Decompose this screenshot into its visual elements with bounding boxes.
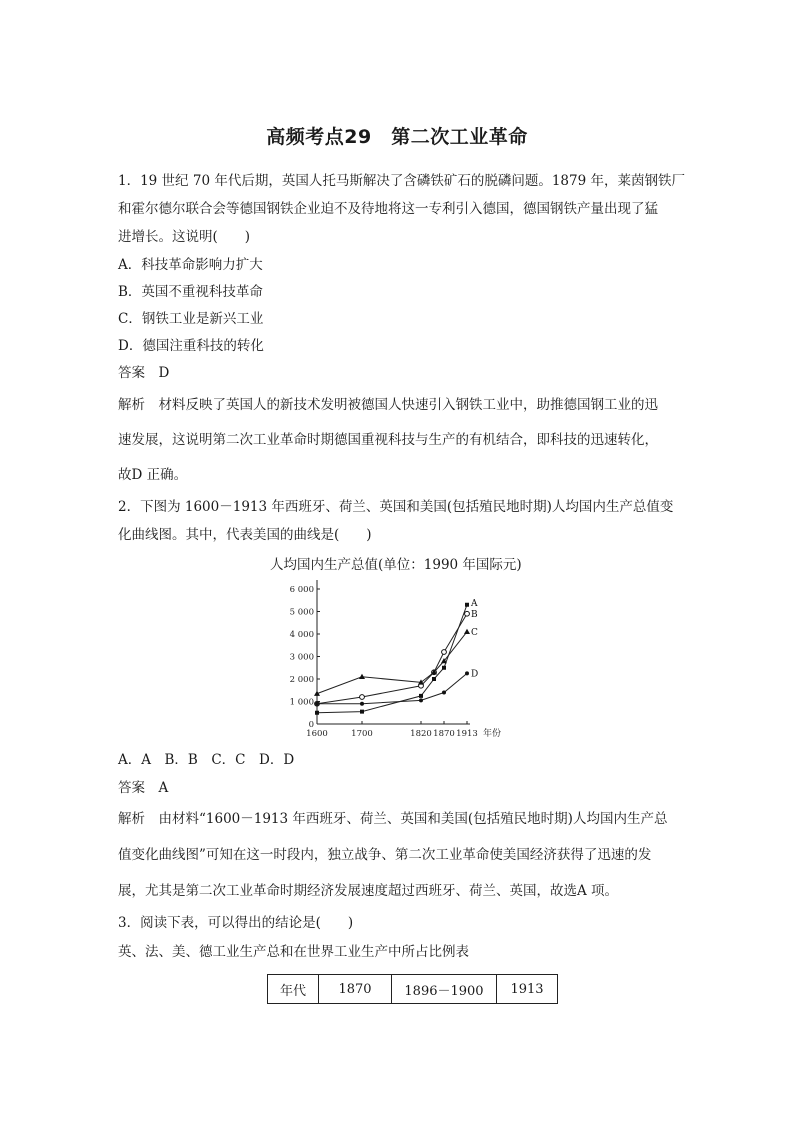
page-title: 高频考点29 第二次工业革命 [266,126,528,148]
series-line-b [317,614,467,704]
q1-option-b: B．英国不重视科技革命 [118,284,263,300]
x-tick-label: 1870 [433,729,455,739]
x-tick-label: 1700 [351,729,373,739]
q3-stem: 3．阅读下表，可以得出的结论是( ) [118,915,354,931]
table-header-cell: 1896－1900 [392,975,497,1004]
q1-option-a: A．科技革命影响力扩大 [118,257,263,273]
series-label-d: D [471,669,479,680]
data-point-c [464,629,470,634]
data-point-a [432,677,436,681]
q1-option-c: C．钢铁工业是新兴工业 [118,311,264,327]
data-point-b [360,695,365,700]
table-header-cell: 1870 [319,975,392,1004]
q1-stem-line-3: 进增长。这说明( ) [118,229,251,245]
y-tick-label: 2 000 [289,675,314,685]
data-point-d [442,691,446,695]
data-point-a [465,603,469,607]
y-tick-label: 3 000 [289,652,314,663]
data-point-a [315,711,319,715]
x-tick-label: 1820 [410,729,432,739]
ratio-table [267,974,558,1004]
x-tick-label: 1913 [456,729,478,739]
q1-analysis-line-3: 故D 正确。 [118,467,188,483]
q1-stem-line-1: 1．19 世纪 70 年代后期，英国人托马斯解决了含磷铁矿石的脱磷问题。1879 年，莱茵钢铁厂 [118,173,685,189]
chart-title: 人均国内生产总值(单位：1990 年国际元) [270,557,522,573]
q1-analysis-line-2: 速发展，这说明第二次工业革命时期德国重视科技与生产的有机结合，即科技的迅速转化， [118,432,658,448]
data-point-d [360,702,364,706]
series-label-a: A [471,598,478,609]
table-header-cell: 1913 [497,975,558,1004]
q1-option-d: D．德国注重科技的转化 [118,338,264,354]
series-label-c: C [471,627,478,638]
q1-stem-line-2: 和霍尔德尔联合会等德国钢铁企业迫不及待地将这一专利引入德国，德国钢铁产量出现了猛 [118,201,658,217]
q2-analysis-line-1: 解析 由材料“1600－1913 年西班牙、荷兰、英国和美国(包括殖民地时期)人均国内生产总 [118,811,668,827]
data-point-d [465,671,469,675]
series-label-b: B [471,609,478,620]
gdp-chart [270,553,540,743]
data-point-d [419,698,423,702]
q1-answer: 答案 D [118,365,170,381]
q2-answer: 答案 A [118,780,169,796]
q2-analysis-line-3: 展，尤其是第二次工业革命时期经济发展速度超过西班牙、荷兰、英国，故选A 项。 [118,883,619,899]
series-line-d [317,673,467,703]
q1-analysis-line-1: 解析 材料反映了英国人的新技术发明被德国人快速引入钢铁工业中，助推德国钢工业的迅 [118,397,658,413]
q2-options: A．A B．B C．C D．D [118,752,295,768]
data-point-b [465,611,470,616]
y-tick-label: 0 [308,720,314,730]
data-point-c [359,674,365,679]
x-tick-label: 1600 [306,729,328,739]
y-tick-label: 4 000 [289,630,314,640]
series-line-a [317,605,467,713]
y-tick-label: 6 000 [289,585,314,595]
q3-table-title: 英、法、美、德工业生产总和在世界工业生产中所占比例表 [118,944,469,960]
data-point-a [419,694,423,698]
table-row [268,975,558,1004]
data-point-d [315,702,319,706]
table-header-cell: 年代 [268,975,319,1004]
q2-stem-line-2: 化曲线图。其中，代表美国的曲线是( ) [118,527,372,543]
data-point-a [360,710,364,714]
data-point-b [442,650,447,655]
y-tick-label: 5 000 [289,607,314,618]
q2-stem-line-1: 2．下图为 1600－1913 年西班牙、荷兰、英国和美国(包括殖民地时期)人均国内生产总值变 [118,499,674,515]
chart-svg [270,553,540,743]
x-axis-unit: 年份 [483,729,502,739]
y-tick-label: 1 000 [289,697,314,708]
data-point-a [442,666,446,670]
q2-analysis-line-2: 值变化曲线图”可知在这一时段内，独立战争、第二次工业革命使美国经济获得了迅速的发 [118,847,652,863]
